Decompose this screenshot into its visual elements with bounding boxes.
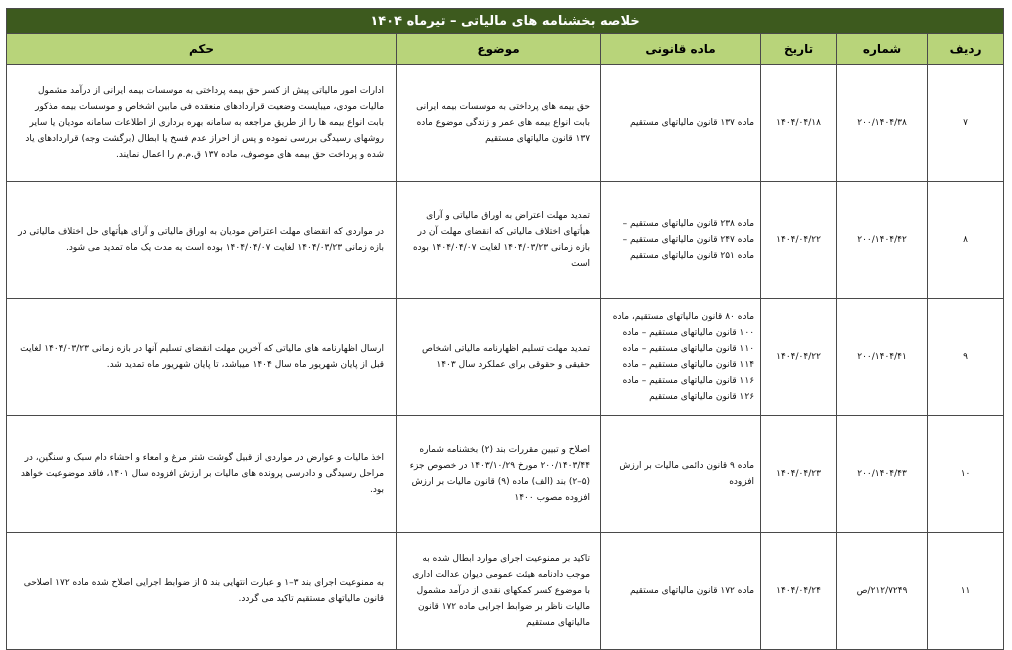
law-article-cell: ماده ۸۰ قانون مالیاتهای مستقیم، ماده ۱۰۰ قانون مالیاتهای مستقیم – ماده ۱۱۰ قانون مالیاتهای مستقیم – ماده ۱۱۴ قانون مالیاتهای مستقیم – ماده ۱۱۶ قانون مالیاتهای مستقیم – ماده ۱۲۶ قانون مالیاتهای مستقیم bbox=[601, 299, 761, 416]
law-article-cell: ماده ۹ قانون دائمی مالیات بر ارزش افزوده bbox=[601, 416, 761, 533]
circular-number-cell: ۲۱۲/۷۲۴۹/ص bbox=[837, 533, 928, 650]
subject-cell: تاکید بر ممنوعیت اجرای موارد ابطال شده به موجب دادنامه هیئت عمومی دیوان عدالت اداری با موضوع کسر کمکهای نقدی از درآمد مشمول مالیات ناظر بر ضوابط اجرایی ماده ۱۷۲ قانون مالیاتهای مستقیم bbox=[397, 533, 601, 650]
header-law-article: ماده قانونی bbox=[601, 34, 761, 65]
ruling-cell: در مواردی که انقضای مهلت اعتراض مودیان به اوراق مالیاتی و آرای هیأتهای حل اختلاف مالیاتی در بازه زمانی ۱۴۰۴/۰۳/۲۳ لغایت ۱۴۰۴/۰۴/۰۷ بوده است به مدت یک ماه تمدید می شود. bbox=[7, 182, 397, 299]
row-number-cell: ۱۱ bbox=[928, 533, 1004, 650]
subject-cell: اصلاح و تبیین مقررات بند (۲) بخشنامه شماره ۲۰۰/۱۴۰۳/۴۴ مورخ ۱۴۰۳/۱۰/۲۹ در خصوص جزء (۵–۲) بند (الف) ماده (۹) قانون مالیات بر ارزش افزوده مصوب ۱۴۰۰ bbox=[397, 416, 601, 533]
table-header-row bbox=[7, 34, 1004, 65]
ruling-cell: اخذ مالیات و عوارض در مواردی از قبیل گوشت شتر مرغ و امعاء و احشاء دام سبک و سنگین، در مراحل رسیدگی و دادرسی پرونده های مالیات بر ارزش افزوده سال ۱۴۰۱، فاقد موضوعیت خواهد بود. bbox=[7, 416, 397, 533]
circular-number-cell: ۲۰۰/۱۴۰۴/۳۸ bbox=[837, 65, 928, 182]
circular-number-cell: ۲۰۰/۱۴۰۴/۴۳ bbox=[837, 416, 928, 533]
law-article-cell: ماده ۱۷۲ قانون مالیاتهای مستقیم bbox=[601, 533, 761, 650]
subject-cell: حق بیمه های پرداختی به موسسات بیمه ایرانی بابت انواع بیمه های عمر و زندگی موضوع ماده ۱۳۷ قانون مالیاتهای مستقیم bbox=[397, 65, 601, 182]
subject-cell: تمدید مهلت تسلیم اظهارنامه مالیاتی اشخاص حقیقی و حقوقی برای عملکرد سال ۱۴۰۳ bbox=[397, 299, 601, 416]
date-cell: ۱۴۰۴/۰۴/۲۳ bbox=[761, 416, 837, 533]
table-title-row bbox=[7, 9, 1004, 34]
row-number-cell: ۷ bbox=[928, 65, 1004, 182]
circular-number-cell: ۲۰۰/۱۴۰۴/۴۱ bbox=[837, 299, 928, 416]
header-date: تاریخ bbox=[761, 34, 837, 65]
law-article-cell: ماده ۱۳۷ قانون مالیاتهای مستقیم bbox=[601, 65, 761, 182]
subject-cell: تمدید مهلت اعتراض به اوراق مالیاتی و آرای هیأتهای اختلاف مالیاتی که انقضای مهلت آن در بازه زمانی ۱۴۰۴/۰۳/۲۳ لغایت ۱۴۰۴/۰۴/۰۷ بوده است bbox=[397, 182, 601, 299]
header-ruling: حکم bbox=[7, 34, 397, 65]
ruling-cell: ارسال اظهارنامه های مالیاتی که آخرین مهلت انقضای تسلیم آنها در بازه زمانی ۱۴۰۴/۰۳/۲۳ لغایت قبل از پایان شهریور ماه سال ۱۴۰۴ میباشد، تا پایان شهریور ماه تمدید شد. bbox=[7, 299, 397, 416]
circular-number-cell: ۲۰۰/۱۴۰۴/۴۲ bbox=[837, 182, 928, 299]
ruling-cell: ادارات امور مالیاتی پیش از کسر حق بیمه پرداختی به موسسات بیمه ایرانی از درآمد مشمول مالیات مودی، میبایست وضعیت قراردادهای منعقده فی مابین اشخاص و موسسات بیمه مذکور بابت انواع بیمه ها را از طریق مراجعه به سامانه بهره برداری از اطلاعات سامانه مودیان یا سایر روشهای رسیدگی بررسی نموده و پس از احراز عدم فسخ یا ابطال (برگشت وجه) قراردادهای یاد شده و پرداخت حق بیمه های موصوف، ماده ۱۳۷ ق.م.م را اعمال نمایند. bbox=[7, 65, 397, 182]
header-subject: موضوع bbox=[397, 34, 601, 65]
row-number-cell: ۱۰ bbox=[928, 416, 1004, 533]
row-number-cell: ۸ bbox=[928, 182, 1004, 299]
row-number-cell: ۹ bbox=[928, 299, 1004, 416]
header-circular-number: شماره bbox=[837, 34, 928, 65]
date-cell: ۱۴۰۴/۰۴/۲۲ bbox=[761, 299, 837, 416]
table-row bbox=[7, 182, 1004, 299]
table-row bbox=[7, 416, 1004, 533]
date-cell: ۱۴۰۴/۰۴/۲۲ bbox=[761, 182, 837, 299]
table-row bbox=[7, 299, 1004, 416]
date-cell: ۱۴۰۴/۰۴/۲۴ bbox=[761, 533, 837, 650]
law-article-cell: ماده ۲۳۸ قانون مالیاتهای مستقیم – ماده ۲۴۷ قانون مالیاتهای مستقیم – ماده ۲۵۱ قانون مالیاتهای مستقیم bbox=[601, 182, 761, 299]
ruling-cell: به ممنوعیت اجرای بند ۳–۱ و عبارت انتهایی بند ۵ از ضوابط اجرایی اصلاح شده ماده ۱۷۲ اصلاحی قانون مالیاتهای مستقیم تاکید می گردد. bbox=[7, 533, 397, 650]
date-cell: ۱۴۰۴/۰۴/۱۸ bbox=[761, 65, 837, 182]
tax-circulars-summary bbox=[6, 8, 1003, 650]
table-row bbox=[7, 533, 1004, 650]
table-title: خلاصه بخشنامه های مالیاتی – تیرماه ۱۴۰۴ bbox=[7, 9, 1004, 34]
table-row bbox=[7, 65, 1004, 182]
header-row-number: ردیف bbox=[928, 34, 1004, 65]
circulars-table bbox=[6, 8, 1004, 650]
